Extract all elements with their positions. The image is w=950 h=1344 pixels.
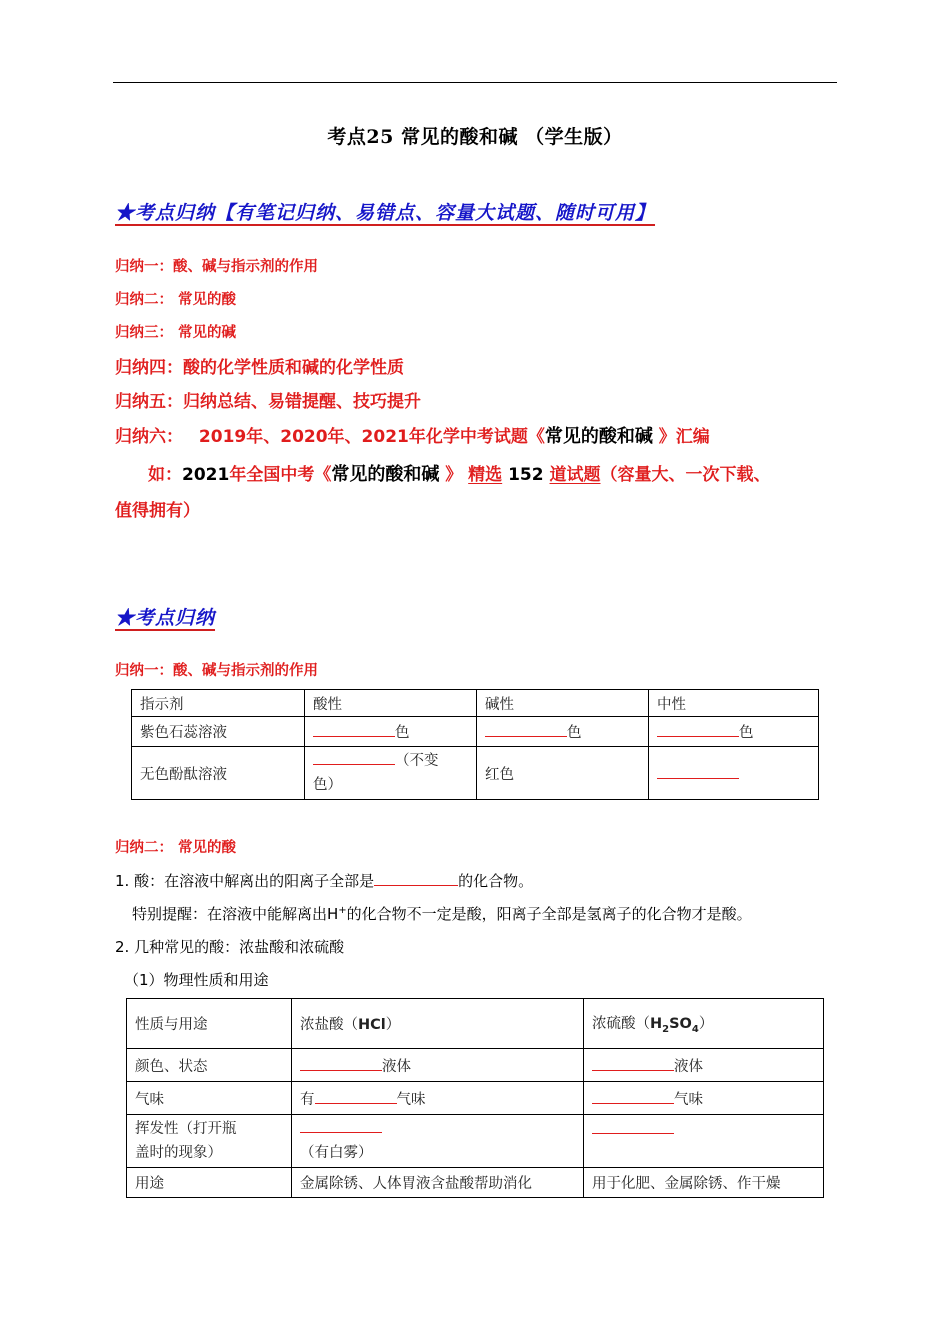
- cell-text: 色: [567, 725, 582, 741]
- acid-properties-table: [126, 998, 824, 1198]
- table-row: [127, 1082, 824, 1115]
- fill-blank: [313, 722, 395, 737]
- formula-sub: 2: [662, 1023, 670, 1035]
- fill-blank: [592, 1119, 674, 1134]
- cell-text: 色: [739, 725, 754, 741]
- promo-p9: （容量大、一次下载、: [600, 465, 771, 485]
- summary-item-1: 归纳一：酸、碱与指示剂的作用: [115, 259, 318, 275]
- table-cell: [584, 1082, 824, 1115]
- promo-count: 152: [508, 465, 544, 485]
- table-header: 中性: [649, 690, 819, 717]
- table-cell: 用途: [127, 1168, 292, 1198]
- promo-p5: 》: [445, 465, 463, 485]
- promo-topic: 常见的酸和碱: [331, 464, 440, 485]
- heading2-text: ★考点归纳: [115, 607, 216, 629]
- item2-text: 几种常见的酸：浓盐酸和浓硫酸: [134, 938, 345, 956]
- table-row: [132, 690, 819, 717]
- note-text-b: 的化合物不一定是酸，阳离子全部是氢离子的化合物才是酸。: [346, 905, 752, 923]
- header-text: 浓盐酸（: [300, 1017, 358, 1033]
- header-text: 浓硫酸（: [592, 1016, 650, 1033]
- section-heading-2: [115, 603, 215, 630]
- table-cell: 用于化肥、金属除锈、作干燥: [584, 1168, 824, 1198]
- formula-hcl: HCl: [358, 1017, 386, 1033]
- fill-blank: [592, 1089, 674, 1104]
- fill-blank: [300, 1056, 382, 1071]
- promo-p1: 如：: [148, 465, 182, 485]
- table-cell: 颜色、状态: [127, 1049, 292, 1082]
- summary6-suffix: 》汇编: [658, 427, 710, 447]
- note-text-a: 特别提醒：在溶液中能解离出H: [132, 905, 339, 923]
- fill-blank: [657, 764, 739, 779]
- table-header: 指示剂: [132, 690, 305, 717]
- table-cell: [584, 1115, 824, 1168]
- table-row: [127, 1115, 824, 1168]
- cell-text: 气味: [674, 1091, 703, 1108]
- promo-p3: 年全国中考《: [229, 465, 332, 485]
- table-cell: [477, 717, 649, 747]
- table-cell: 红色: [477, 747, 649, 800]
- table-header: 酸性: [305, 690, 477, 717]
- indicator-table: [131, 689, 819, 800]
- table-cell: 金属除锈、人体胃液含盐酸帮助消化: [292, 1168, 584, 1198]
- table-row: [127, 999, 824, 1049]
- summary-item-2: 归纳二： 常见的酸: [115, 292, 237, 308]
- summary-item-5: 归纳五：归纳总结、易错提醒、技巧提升: [115, 392, 421, 412]
- cell-text: 盖时的现象）: [135, 1145, 222, 1161]
- table-cell: [305, 747, 477, 800]
- fill-blank: [374, 871, 458, 886]
- table-header: [584, 999, 824, 1049]
- formula-h2so4: [650, 1016, 699, 1035]
- cell-text: 气味: [396, 1091, 426, 1108]
- table-cell: 无色酚酞溶液: [132, 747, 305, 800]
- table-row: [127, 1168, 824, 1198]
- table-cell: [127, 1115, 292, 1168]
- summary6-topic: 常见的酸和碱: [544, 426, 653, 447]
- item1-text-a: 酸：在溶液中解离出的阳离子全部是: [134, 872, 375, 890]
- summary6-years: 2019年、2020年、2021年化学中考试题《: [198, 427, 545, 447]
- header-rule: [113, 82, 837, 83]
- header-text: ）: [385, 1017, 401, 1033]
- table-cell: [649, 717, 819, 747]
- document-title: 考点25 常见的酸和碱 （学生版）: [327, 126, 623, 148]
- table-cell: [292, 1082, 584, 1115]
- formula-part: SO: [669, 1016, 692, 1033]
- formula-part: H: [650, 1016, 663, 1033]
- cell-text: 液体: [674, 1058, 703, 1075]
- note: [132, 903, 752, 924]
- cell-text: 色: [395, 725, 410, 741]
- table-cell: [584, 1049, 824, 1082]
- table-cell: 气味: [127, 1082, 292, 1115]
- item-2: [115, 936, 344, 957]
- promo-year: 2021: [182, 465, 230, 485]
- promo-selected: 精选: [468, 465, 503, 485]
- table-cell: [649, 747, 819, 800]
- subheading-1: （1）物理性质和用途: [124, 971, 269, 989]
- fill-blank: [315, 1089, 397, 1104]
- table-cell: [305, 717, 477, 747]
- summary-item-3: 归纳三： 常见的碱: [115, 325, 237, 341]
- note-sup: +: [338, 905, 347, 916]
- item1-num: 1.: [115, 872, 130, 890]
- section-heading-main: [115, 198, 655, 225]
- summary-item-6: [115, 422, 710, 448]
- table-header: [292, 999, 584, 1049]
- header-text: ）: [698, 1016, 714, 1033]
- table-header: 碱性: [477, 690, 649, 717]
- table-cell: [292, 1049, 584, 1082]
- cell-text: （不变: [395, 753, 439, 769]
- cell-text: （有白雾）: [300, 1145, 373, 1161]
- section2-title: 归纳二： 常见的酸: [115, 840, 237, 856]
- item1-text-b: 的化合物。: [458, 872, 534, 890]
- item2-num: 2.: [115, 938, 130, 956]
- cell-text: 液体: [382, 1058, 411, 1075]
- table-row: [127, 1049, 824, 1082]
- promo-questions: 道试题: [549, 465, 601, 485]
- item-1: [115, 870, 533, 891]
- formula-sub: 4: [691, 1023, 699, 1035]
- fill-blank: [657, 722, 739, 737]
- section1-title: 归纳一：酸、碱与指示剂的作用: [115, 663, 318, 679]
- heading-text: ★考点归纳【有笔记归纳、易错点、容量大试题、随时可用】: [115, 202, 656, 224]
- fill-blank: [300, 1118, 382, 1133]
- summary6-prefix: 归纳六：: [115, 427, 183, 447]
- fill-blank: [592, 1056, 674, 1071]
- cell-text: 挥发性（打开瓶: [135, 1121, 237, 1137]
- promo-line-2: 值得拥有）: [115, 501, 200, 521]
- summary-item-4: 归纳四：酸的化学性质和碱的化学性质: [115, 358, 404, 378]
- fill-blank: [313, 750, 395, 765]
- table-row: [132, 747, 819, 800]
- table-header: 性质与用途: [127, 999, 292, 1049]
- table-cell: 紫色石蕊溶液: [132, 717, 305, 747]
- table-cell: [292, 1115, 584, 1168]
- cell-text: 色）: [313, 777, 342, 793]
- promo-line: [148, 460, 771, 486]
- table-row: [132, 717, 819, 747]
- fill-blank: [485, 722, 567, 737]
- cell-text: 有: [300, 1091, 315, 1108]
